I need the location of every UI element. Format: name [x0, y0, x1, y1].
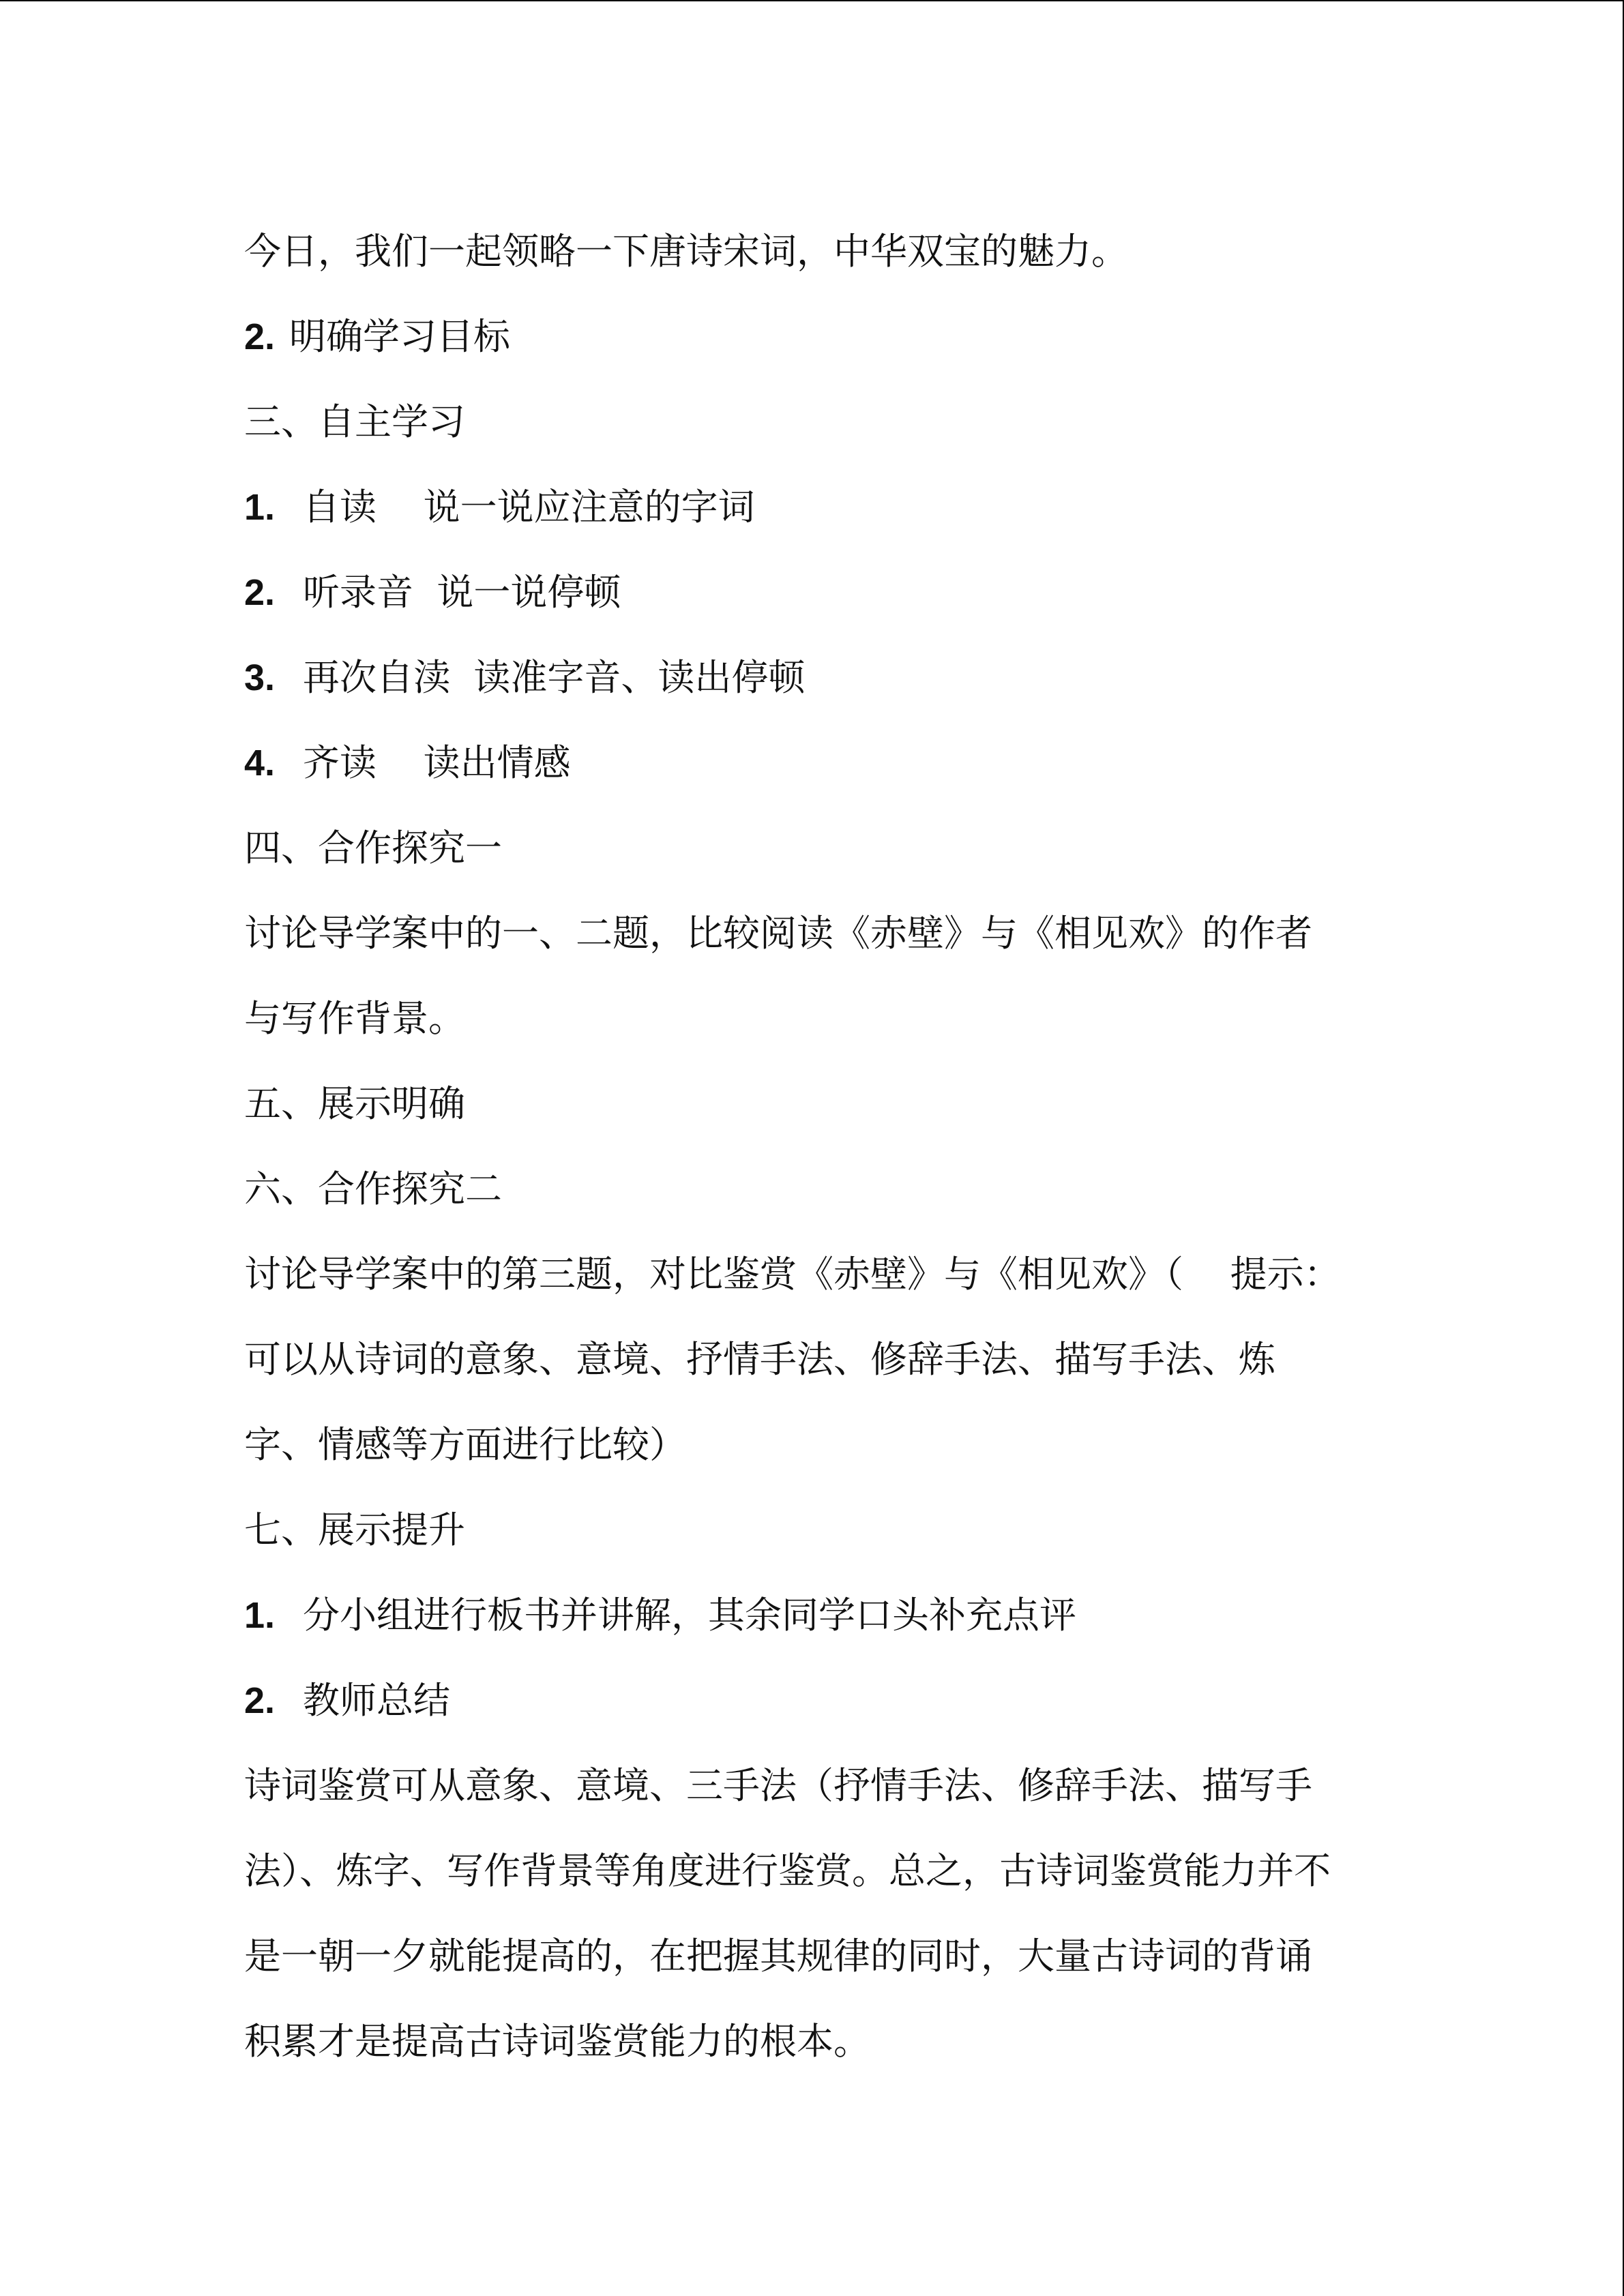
- item-number: 2.: [244, 316, 276, 357]
- paragraph-line: 是一朝一夕就能提高的，在把握其规律的同时，大量古诗词的背诵: [244, 1935, 1312, 1978]
- numbered-item: 4. 齐读 读出情感: [244, 720, 1390, 805]
- paragraph-line: 积累才是提高古诗词鉴赏能力的根本。: [244, 2020, 870, 2063]
- item-number: 4.: [244, 743, 276, 784]
- document-body: [244, 209, 1390, 2084]
- numbered-item: 2. 教师总结: [244, 1658, 1390, 1743]
- numbered-item: 2. 明确学习目标: [244, 294, 1390, 379]
- numbered-item: 2. 听录音 说一说停顿: [244, 550, 1390, 635]
- item-number: 1.: [244, 1595, 276, 1636]
- paragraph-line: 可以从诗词的意象、意境、抒情手法、修辞手法、描写手法、炼: [244, 1338, 1275, 1381]
- item-number: 2.: [244, 572, 276, 613]
- section-heading: 五、展示明确: [244, 1082, 465, 1125]
- paragraph-line: 与写作背景。: [244, 997, 465, 1040]
- item-number: 3.: [244, 657, 276, 698]
- paragraph-line: 诗词鉴赏可从意象、意境、三手法（抒情手法、修辞手法、描写手: [244, 1764, 1312, 1807]
- section-heading: 三、自主学习: [244, 400, 465, 443]
- numbered-item: 3. 再次自渎 读准字音、读出停顿: [244, 635, 1390, 720]
- page-top-border: [0, 0, 1624, 1]
- numbered-item: 1. 分小组进行板书并讲解，其余同学口头补充点评: [244, 1572, 1390, 1658]
- section-heading: 六、合作探究二: [244, 1167, 502, 1210]
- item-number: 1.: [244, 487, 276, 528]
- paragraph-line: 字、情感等方面进行比较）: [244, 1423, 686, 1466]
- intro-line: 今日，我们一起领略一下唐诗宋词，中华双宝的魅力。: [244, 230, 1128, 273]
- item-number: 2.: [244, 1680, 276, 1721]
- paragraph-line: 讨论导学案中的一、二题，比较阅读《赤壁》与《相见欢》的作者: [244, 912, 1312, 955]
- paragraph-line: 法）、炼字、写作背景等角度进行鉴赏。总之，古诗词鉴赏能力并不: [244, 1849, 1331, 1892]
- paragraph-line: 讨论导学案中的第三题，对比鉴赏《赤壁》与《相见欢》（ 提示：: [244, 1253, 1341, 1296]
- section-heading: 七、展示提升: [244, 1508, 465, 1551]
- numbered-item: 1. 自读 说一说应注意的字词: [244, 464, 1390, 550]
- section-heading: 四、合作探究一: [244, 826, 502, 869]
